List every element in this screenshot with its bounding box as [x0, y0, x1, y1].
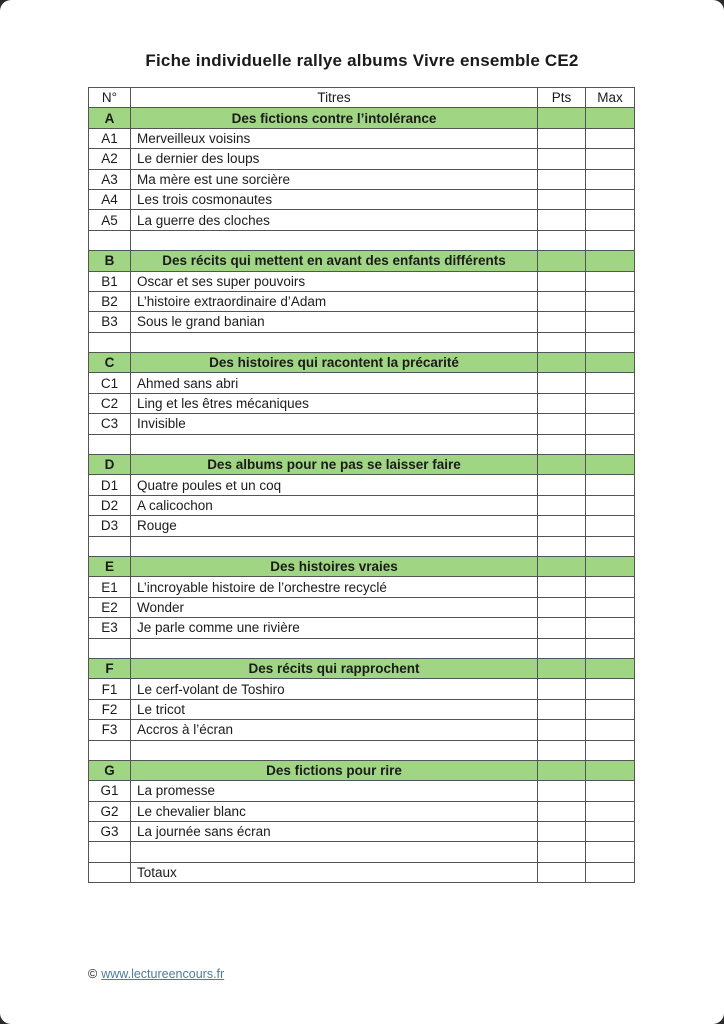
book-number: E1: [89, 577, 131, 597]
book-title: A calicochon: [131, 495, 538, 515]
spacer-row: [89, 230, 635, 250]
spacer-row: [89, 842, 635, 862]
book-number: A2: [89, 149, 131, 169]
spacer-num-cell: [89, 434, 131, 454]
column-header-max: Max: [586, 88, 635, 108]
section-heading: Des récits qui rapprochent: [131, 658, 538, 678]
column-header-titles: Titres: [131, 88, 538, 108]
book-row: [89, 618, 635, 638]
pts-cell: [538, 801, 586, 821]
max-cell: [586, 128, 635, 148]
section-letter: C: [89, 353, 131, 373]
spacer-pts-cell: [538, 332, 586, 352]
book-number: D2: [89, 495, 131, 515]
book-number: B2: [89, 291, 131, 311]
max-cell: [586, 414, 635, 434]
book-number: G2: [89, 801, 131, 821]
section-max-cell: [586, 251, 635, 271]
book-title: Le cerf-volant de Toshiro: [131, 679, 538, 699]
section-pts-cell: [538, 108, 586, 128]
book-title: Ma mère est une sorcière: [131, 169, 538, 189]
book-title: Le dernier des loups: [131, 149, 538, 169]
pts-cell: [538, 312, 586, 332]
section-heading: Des récits qui mettent en avant des enfants différents: [131, 251, 538, 271]
book-number: D3: [89, 516, 131, 536]
spacer-max-cell: [586, 434, 635, 454]
max-cell: [586, 781, 635, 801]
max-cell: [586, 495, 635, 515]
website-link[interactable]: www.lectureencours.fr: [101, 967, 225, 981]
spacer-title-cell: [131, 638, 538, 658]
header-row: [89, 88, 635, 108]
spacer-num-cell: [89, 332, 131, 352]
pts-cell: [538, 577, 586, 597]
max-cell: [586, 149, 635, 169]
book-title: L’incroyable histoire de l’orchestre recyclé: [131, 577, 538, 597]
max-cell: [586, 291, 635, 311]
book-row: [89, 414, 635, 434]
spacer-title-cell: [131, 434, 538, 454]
section-pts-cell: [538, 353, 586, 373]
section-letter: B: [89, 251, 131, 271]
pts-cell: [538, 393, 586, 413]
pts-cell: [538, 516, 586, 536]
pts-cell: [538, 271, 586, 291]
section-max-cell: [586, 455, 635, 475]
book-number: F2: [89, 699, 131, 719]
book-row: [89, 475, 635, 495]
spacer-max-cell: [586, 638, 635, 658]
section-heading: Des fictions pour rire: [131, 760, 538, 780]
book-number: B3: [89, 312, 131, 332]
spacer-max-cell: [586, 230, 635, 250]
section-letter: A: [89, 108, 131, 128]
book-number: A1: [89, 128, 131, 148]
book-row: [89, 210, 635, 230]
book-title: Merveilleux voisins: [131, 128, 538, 148]
footer: [88, 967, 224, 981]
section-row: [89, 108, 635, 128]
section-row: [89, 353, 635, 373]
book-number: B1: [89, 271, 131, 291]
rally-table: [88, 87, 635, 883]
book-number: D1: [89, 475, 131, 495]
book-title: Le chevalier blanc: [131, 801, 538, 821]
max-cell: [586, 801, 635, 821]
spacer-pts-cell: [538, 434, 586, 454]
book-row: [89, 149, 635, 169]
book-row: [89, 169, 635, 189]
max-cell: [586, 618, 635, 638]
book-row: [89, 312, 635, 332]
totals-max-cell: [586, 862, 635, 882]
book-title: Invisible: [131, 414, 538, 434]
book-row: [89, 822, 635, 842]
book-row: [89, 781, 635, 801]
section-pts-cell: [538, 455, 586, 475]
spacer-title-cell: [131, 536, 538, 556]
book-row: [89, 516, 635, 536]
spacer-pts-cell: [538, 740, 586, 760]
book-row: [89, 291, 635, 311]
pts-cell: [538, 414, 586, 434]
totals-num-cell: [89, 862, 131, 882]
section-heading: Des albums pour ne pas se laisser faire: [131, 455, 538, 475]
spacer-max-cell: [586, 536, 635, 556]
max-cell: [586, 373, 635, 393]
pts-cell: [538, 169, 586, 189]
max-cell: [586, 210, 635, 230]
book-row: [89, 699, 635, 719]
column-header-num: N°: [89, 88, 131, 108]
book-title: Ahmed sans abri: [131, 373, 538, 393]
max-cell: [586, 189, 635, 209]
pts-cell: [538, 822, 586, 842]
section-pts-cell: [538, 251, 586, 271]
book-title: Les trois cosmonautes: [131, 189, 538, 209]
book-title: Accros à l’écran: [131, 720, 538, 740]
section-pts-cell: [538, 556, 586, 576]
max-cell: [586, 577, 635, 597]
spacer-row: [89, 740, 635, 760]
section-row: [89, 251, 635, 271]
section-pts-cell: [538, 760, 586, 780]
section-letter: G: [89, 760, 131, 780]
section-row: [89, 455, 635, 475]
pts-cell: [538, 373, 586, 393]
book-title: Le tricot: [131, 699, 538, 719]
pts-cell: [538, 189, 586, 209]
spacer-row: [89, 434, 635, 454]
book-title: Sous le grand banian: [131, 312, 538, 332]
book-number: F3: [89, 720, 131, 740]
section-letter: D: [89, 455, 131, 475]
pts-cell: [538, 618, 586, 638]
book-row: [89, 393, 635, 413]
book-title: L’histoire extraordinaire d’Adam: [131, 291, 538, 311]
pts-cell: [538, 720, 586, 740]
column-header-pts: Pts: [538, 88, 586, 108]
copyright-symbol: ©: [88, 967, 98, 981]
book-number: C2: [89, 393, 131, 413]
section-letter: E: [89, 556, 131, 576]
spacer-title-cell: [131, 842, 538, 862]
book-row: [89, 128, 635, 148]
book-number: A4: [89, 189, 131, 209]
book-title: La guerre des cloches: [131, 210, 538, 230]
section-heading: Des fictions contre l’intolérance: [131, 108, 538, 128]
book-title: Oscar et ses super pouvoirs: [131, 271, 538, 291]
section-letter: F: [89, 658, 131, 678]
spacer-num-cell: [89, 638, 131, 658]
section-row: [89, 760, 635, 780]
section-heading: Des histoires vraies: [131, 556, 538, 576]
max-cell: [586, 393, 635, 413]
book-number: G3: [89, 822, 131, 842]
pts-cell: [538, 475, 586, 495]
book-title: Je parle comme une rivière: [131, 618, 538, 638]
spacer-row: [89, 638, 635, 658]
book-row: [89, 373, 635, 393]
spacer-row: [89, 332, 635, 352]
spacer-title-cell: [131, 740, 538, 760]
spacer-row: [89, 536, 635, 556]
book-title: Rouge: [131, 516, 538, 536]
pts-cell: [538, 781, 586, 801]
max-cell: [586, 679, 635, 699]
pts-cell: [538, 679, 586, 699]
spacer-num-cell: [89, 842, 131, 862]
pts-cell: [538, 495, 586, 515]
pts-cell: [538, 128, 586, 148]
pts-cell: [538, 291, 586, 311]
totals-label: Totaux: [131, 862, 538, 882]
book-number: F1: [89, 679, 131, 699]
book-title: La promesse: [131, 781, 538, 801]
book-row: [89, 720, 635, 740]
max-cell: [586, 822, 635, 842]
section-pts-cell: [538, 658, 586, 678]
page-title: Fiche individuelle rallye albums Vivre ensemble CE2: [145, 51, 579, 70]
pts-cell: [538, 597, 586, 617]
book-row: [89, 271, 635, 291]
section-heading: Des histoires qui racontent la précarité: [131, 353, 538, 373]
book-number: A5: [89, 210, 131, 230]
spacer-pts-cell: [538, 230, 586, 250]
spacer-pts-cell: [538, 638, 586, 658]
section-max-cell: [586, 556, 635, 576]
spacer-num-cell: [89, 536, 131, 556]
section-row: [89, 556, 635, 576]
section-max-cell: [586, 353, 635, 373]
spacer-num-cell: [89, 740, 131, 760]
spacer-pts-cell: [538, 842, 586, 862]
spacer-title-cell: [131, 230, 538, 250]
pts-cell: [538, 699, 586, 719]
book-title: La journée sans écran: [131, 822, 538, 842]
max-cell: [586, 312, 635, 332]
totals-row: [89, 862, 635, 882]
section-max-cell: [586, 760, 635, 780]
book-number: C3: [89, 414, 131, 434]
book-row: [89, 189, 635, 209]
book-number: A3: [89, 169, 131, 189]
book-title: Wonder: [131, 597, 538, 617]
book-row: [89, 495, 635, 515]
spacer-max-cell: [586, 740, 635, 760]
section-max-cell: [586, 658, 635, 678]
max-cell: [586, 271, 635, 291]
spacer-max-cell: [586, 332, 635, 352]
max-cell: [586, 597, 635, 617]
book-row: [89, 577, 635, 597]
max-cell: [586, 699, 635, 719]
book-row: [89, 679, 635, 699]
spacer-max-cell: [586, 842, 635, 862]
max-cell: [586, 475, 635, 495]
book-title: Ling et les êtres mécaniques: [131, 393, 538, 413]
spacer-num-cell: [89, 230, 131, 250]
max-cell: [586, 169, 635, 189]
book-number: E2: [89, 597, 131, 617]
book-number: G1: [89, 781, 131, 801]
max-cell: [586, 516, 635, 536]
pts-cell: [538, 210, 586, 230]
book-row: [89, 801, 635, 821]
book-row: [89, 597, 635, 617]
pts-cell: [538, 149, 586, 169]
spacer-pts-cell: [538, 536, 586, 556]
spacer-title-cell: [131, 332, 538, 352]
book-title: Quatre poules et un coq: [131, 475, 538, 495]
section-max-cell: [586, 108, 635, 128]
totals-pts-cell: [538, 862, 586, 882]
section-row: [89, 658, 635, 678]
max-cell: [586, 720, 635, 740]
book-number: E3: [89, 618, 131, 638]
book-number: C1: [89, 373, 131, 393]
